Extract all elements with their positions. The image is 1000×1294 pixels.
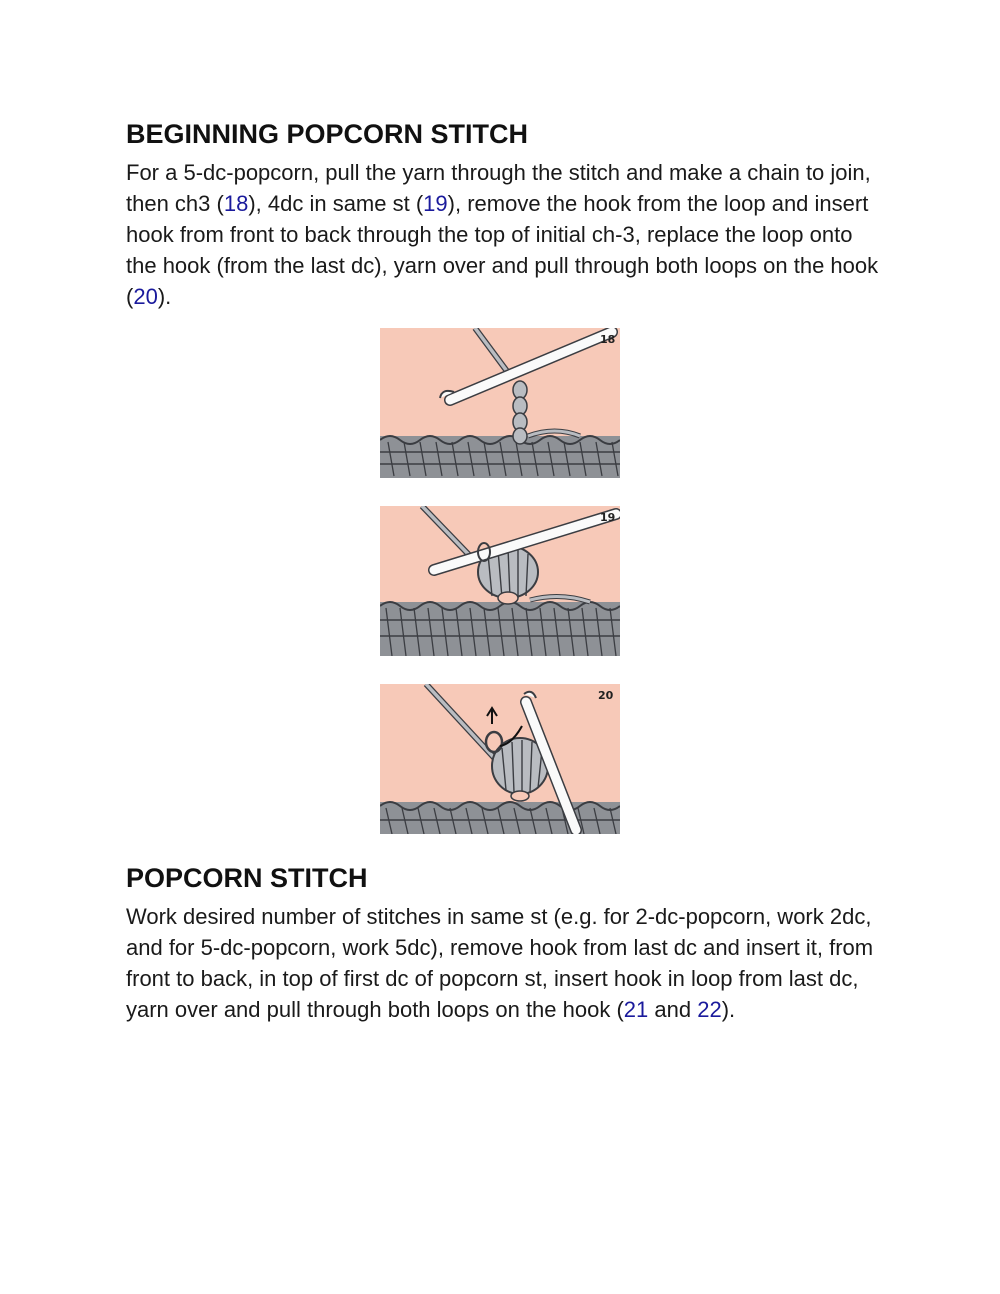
- figure-ref-18[interactable]: 18: [223, 191, 249, 216]
- crochet-popcorn-close-illustration: [380, 684, 620, 834]
- figure-number-19: 19: [600, 511, 616, 524]
- text-run: ), 4dc in same st (: [248, 191, 424, 216]
- crochet-chain-illustration: [380, 328, 620, 478]
- figure-19-illustration: [380, 506, 620, 656]
- text-run: ).: [157, 284, 172, 309]
- text-run: ).: [721, 997, 736, 1022]
- text-run: ), remove the hook from the loop and insert hook from front to back through the top of initial ch-3, replace the loop onto the hook (from the last dc), yarn over and pull through both loops on the hook (: [126, 191, 879, 309]
- figure-18-illustration: [380, 328, 620, 478]
- figure-number-20: 20: [598, 689, 614, 702]
- text-run: Work desired number of stitches in same st (e.g. for 2-dc-popcorn, work 2dc, and for 5-dc-popcorn, work 5dc), remove hook from last dc and insert it, from front to back, in top of first dc of popcorn st, insert hook in loop from last dc, yarn over and pull through both loops on the hook (: [126, 904, 874, 1022]
- figure-20-illustration: [380, 684, 620, 834]
- figure-number-18: 18: [600, 333, 616, 346]
- popcorn-instructions: [126, 901, 886, 1025]
- text-run: and: [648, 997, 698, 1022]
- figure-ref-22[interactable]: 22: [697, 997, 722, 1022]
- section-title-popcorn: POPCORN STITCH: [126, 863, 368, 893]
- crochet-four-dc-illustration: [380, 506, 620, 656]
- figure-ref-20[interactable]: 20: [133, 284, 158, 309]
- text-run: For a 5-dc-popcorn, pull the yarn through the stitch and make a chain to join, then ch3 (: [126, 160, 871, 216]
- beginning-popcorn-instructions: [126, 157, 886, 312]
- figure-ref-19[interactable]: 19: [423, 191, 448, 216]
- section-title-beginning-popcorn: BEGINNING POPCORN STITCH: [126, 119, 529, 149]
- figure-ref-21[interactable]: 21: [623, 997, 649, 1022]
